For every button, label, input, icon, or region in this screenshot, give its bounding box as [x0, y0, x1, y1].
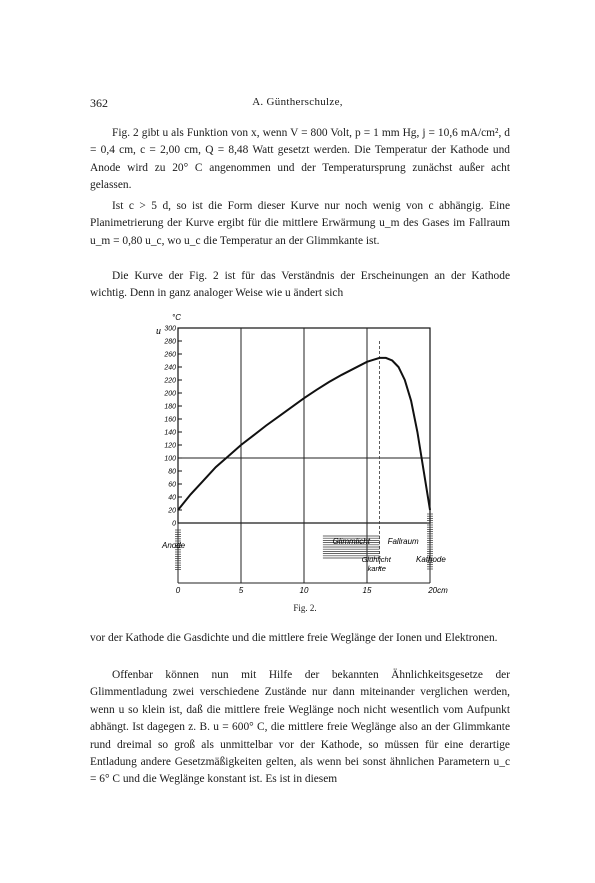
y-tick-label: 0: [172, 520, 176, 528]
y-tick-label: 220: [164, 377, 176, 385]
y-tick-label: 280: [164, 338, 176, 346]
y-unit-label: °C: [172, 313, 181, 322]
figure-caption: Fig. 2.: [293, 603, 317, 613]
running-title: A. Güntherschulze,: [252, 96, 343, 108]
figure-2: [145, 308, 465, 613]
y-tick-label: 200: [164, 390, 176, 398]
y-tick-label: 120: [164, 442, 176, 450]
y-tick-label: 60: [168, 481, 176, 489]
y-tick-label: 300: [164, 325, 176, 333]
kante-label-line: kante: [367, 564, 386, 573]
y-tick-label: 40: [168, 494, 176, 502]
page-header: [90, 96, 505, 112]
gluehlicht-kante-label: [362, 555, 392, 573]
x-tick-label: 15: [362, 586, 372, 595]
y-axis-symbol: u: [156, 326, 161, 337]
paragraph-1: Fig. 2 gibt u als Funktion von x, wenn V = 800 Volt, p = 1 mm Hg, j = 10,6 mA/cm², d = 0,4 cm, c = 2,00 cm, Q = 8,48 Watt gesetzt werden. Die Temperatur der Kathode und Anode wird zu 20° C angenommen und der Temperatursprung zunächst außer acht gelassen.: [90, 127, 510, 192]
x-tick-label: 0: [175, 586, 181, 595]
x-tick-label: 10: [299, 586, 309, 595]
anode-label: Anode: [162, 541, 186, 550]
fallraum-label: Fallraum: [387, 537, 419, 546]
x-tick-label: 5: [238, 586, 244, 595]
y-tick-label: 240: [164, 364, 176, 372]
x-tick-label: 20cm: [428, 586, 448, 595]
y-tick-label: 140: [164, 429, 176, 437]
y-tick-label: 80: [168, 468, 176, 476]
y-tick-label: 260: [164, 351, 176, 359]
paragraph-5: Offenbar können nun mit Hilfe der bekannten Ähnlichkeitsgesetze der Glimmentladung zwei verschiedene Zustände nur dann miteinander verglichen werden, wenn u so klein ist, daß die mittlere freie Weglänge noch nicht wesentlich vom Aufpunkt abhängt. Ist dagegen z. B. u = 600° C, die mittlere freie Weglänge also an der Glimmkante rund dreimal so groß als unmittelbar vor der Kathode, so müssen für eine derartige Entladung andere Gesetzmäßigkeiten gelten, als wenn bei sonst ähnlichen Parametern u_c = 6° C und die Weglänge konstant ist. Es ist in diesem: [90, 669, 510, 786]
page-number: 362: [90, 96, 108, 110]
kathode-label: Kathode: [416, 555, 446, 564]
y-tick-label: 160: [164, 416, 176, 424]
y-tick-label: 180: [164, 403, 176, 411]
y-tick-label: 100: [164, 455, 176, 463]
paragraph-4: vor der Kathode die Gasdichte und die mittlere freie Weglänge der Ionen und Elektronen.: [90, 632, 498, 644]
glimmlicht-label: Glimmlicht: [332, 537, 370, 546]
paragraph-2: Ist c > 5 d, so ist die Form dieser Kurve nur noch wenig von c abhängig. Eine Planimetrierung der Kurve ergibt für die mittlere Erwärmung u_m des Gases im Fallraum u_m = 0,80 u_c, wo u_c die Temperatur an der Glimmkante ist.: [90, 200, 510, 247]
y-tick-label: 20: [168, 507, 176, 515]
temperature-chart: [145, 308, 465, 598]
paragraph-3: Die Kurve der Fig. 2 ist für das Verständnis der Erscheinungen an der Kathode wichtig. Denn in ganz analoger Weise wie u ändert sich: [90, 270, 510, 300]
gluehlicht-label-line: Glühlicht: [361, 555, 391, 564]
